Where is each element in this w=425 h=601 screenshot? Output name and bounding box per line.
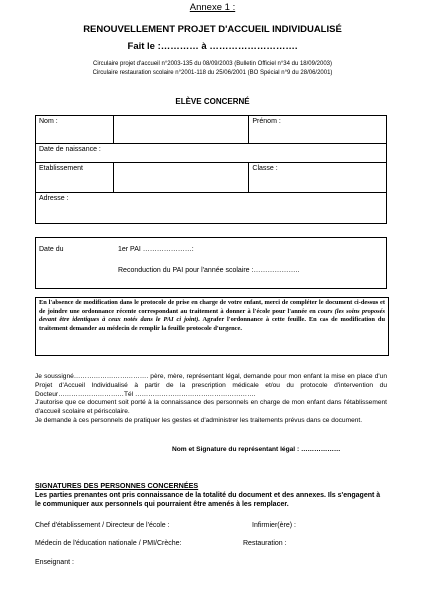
instructions-notice <box>35 297 389 356</box>
adresse-label: Adresse : <box>39 195 69 202</box>
nom-field[interactable] <box>36 116 114 144</box>
circular-reference-1: Circulaire projet d'accueil n°2003-135 du 08/09/2003 (Bulletin Officiel n°34 du 18/09/2003) <box>93 61 332 67</box>
nom-label: Nom : <box>39 118 58 125</box>
etablissement-field[interactable] <box>36 163 114 193</box>
student-section-heading: ELÈVE CONCERNÉ <box>175 97 250 106</box>
declaration-paragraph-2: J'autorise que ce document soit porté à la connaissance des personnels en charge de mon enfant dans l'établissement d'accueil scolaire et périscolaire. <box>35 399 387 416</box>
date-naissance-field[interactable] <box>36 144 387 163</box>
etablissement-label: Etablissement <box>39 165 83 172</box>
classe-label: Classe : <box>252 165 278 172</box>
chef-signature-field[interactable]: Chef d'établissement / Directeur de l'école : <box>35 522 170 529</box>
signatures-heading: SIGNATURES DES PERSONNES CONCERNÉES <box>35 481 199 490</box>
date-naissance-label: Date de naissance : <box>39 146 101 153</box>
first-pai-field[interactable]: 1er PAI …………………: <box>118 246 194 253</box>
enseignant-signature-field[interactable]: Enseignant : <box>35 559 74 566</box>
fait-le-line: Fait le :………… à ………………………. <box>127 41 298 52</box>
classe-field[interactable] <box>249 163 387 193</box>
reconduction-field[interactable]: Reconduction du PAI pour l'année scolaire :……………….. <box>118 267 300 274</box>
infirmier-signature-field[interactable]: Infirmier(ère) : <box>252 522 296 529</box>
document-title: RENOUVELLEMENT PROJET D'ACCUEIL INDIVIDUALISÉ <box>83 24 342 35</box>
notice-text-1: En l'absence de modification dans le protocole de prise en charge de votre enfant, merci de compléter le document ci-dessus et de joindre une ordonnance récente correspondant au traitement à donner à l'école pour l'année en <box>39 299 385 315</box>
student-info-table <box>35 115 387 224</box>
signatures-intro: Les parties prenantes ont pris connaissance de la totalité du document et des annexes. Ils s'engagent à le communiquer aux personnels qui pourraient être amenés à les remplacer. <box>35 492 381 508</box>
parent-signature-field[interactable]: Nom et Signature du représentant légal : ……………… <box>172 446 341 453</box>
pai-box <box>35 237 387 289</box>
etablissement-value-cell[interactable] <box>113 163 249 193</box>
date-du-label: Date du <box>39 246 64 253</box>
declaration-paragraph-1: Je soussigné……………………………. père, mère, représentant légal, demande pour mon enfant la mise en place d'un Projet d'Accueil Individualisé à partir de la prescription médicale et/ou du protocole d'intervention du Docteur…………………………Tél ………………………………………………. <box>35 373 387 398</box>
circular-reference-2: Circulaire restauration scolaire n°2001-118 du 25/06/2001 (BO Spécial n°9 du 28/06/2001) <box>92 70 333 76</box>
notice-text-2: Agrafer l'ordonnance à cette feuille. En cas de modification du traitement demander au médecin de remplir la feuille protocole d'urgence. <box>39 316 385 333</box>
medecin-signature-field[interactable]: Médecin de l'éducation nationale / PMI/Crèche: <box>35 540 182 547</box>
prenom-field[interactable] <box>249 116 387 144</box>
restauration-signature-field[interactable]: Restauration : <box>243 540 287 547</box>
notice-text-italic: cours (les soins proposés devant être identiques à ceux notés dans le PAI ci joint). <box>39 307 385 324</box>
adresse-field[interactable] <box>36 193 387 224</box>
prenom-label: Prénom : <box>252 118 281 125</box>
parent-declaration <box>35 373 387 426</box>
nom-value-cell[interactable] <box>113 116 249 144</box>
annex-label: Annexe 1 : <box>189 2 236 13</box>
declaration-paragraph-3: Je demande à ces personnels de pratiquer les gestes et d'administrer les traitements prévus dans ce document. <box>35 416 363 424</box>
